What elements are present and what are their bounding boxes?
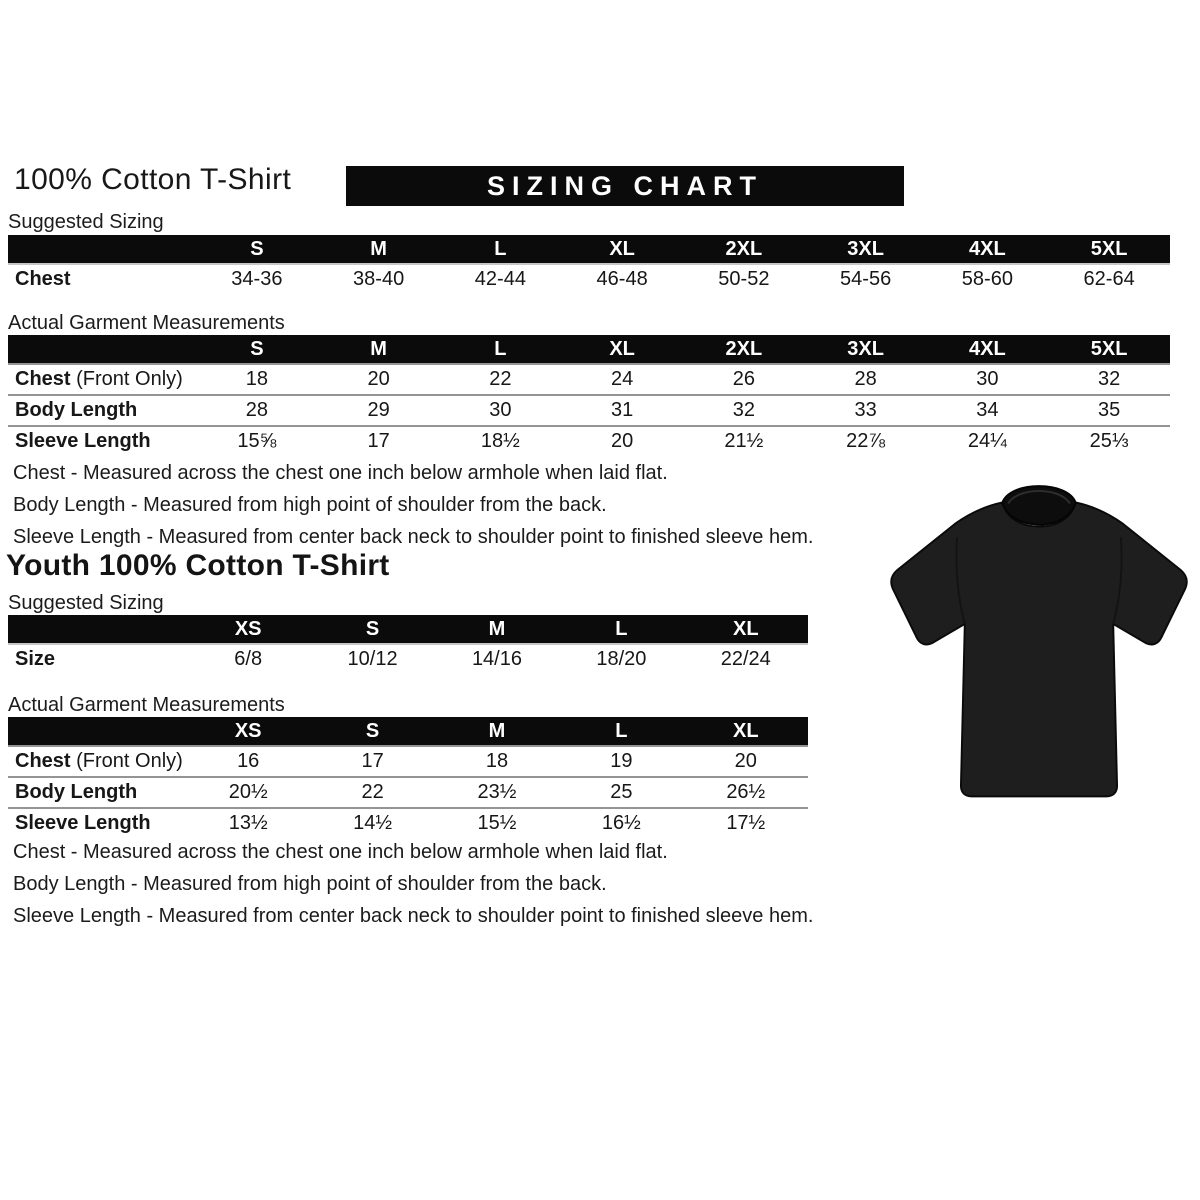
size-column-header: L (559, 717, 683, 746)
row-label: Chest (Front Only) (8, 746, 186, 777)
row-label-header (8, 615, 186, 644)
measurement-cell: 35 (1048, 395, 1170, 426)
measurement-cell: 14/16 (435, 644, 559, 674)
measurement-cell: 30 (927, 364, 1049, 395)
size-column-header: S (310, 615, 434, 644)
measurement-cell: 31 (561, 395, 683, 426)
measurement-cell: 62-64 (1048, 264, 1170, 294)
measurement-cell: 15⅝ (196, 426, 318, 456)
measurement-note: Chest - Measured across the chest one inch below armhole when laid flat. (13, 462, 668, 484)
size-column-header: M (435, 717, 559, 746)
size-column-header: S (310, 717, 434, 746)
adult-actual-measurements-table (8, 335, 1170, 456)
measurement-note: Body Length - Measured from high point of shoulder from the back. (13, 873, 607, 895)
measurement-cell: 29 (318, 395, 440, 426)
tshirt-photo (880, 476, 1198, 820)
size-column-header: 3XL (805, 235, 927, 264)
size-column-header: XL (561, 335, 683, 364)
size-header-row (8, 615, 808, 644)
measurement-cell: 20 (318, 364, 440, 395)
size-column-header: XL (684, 717, 808, 746)
size-column-header: 4XL (927, 235, 1049, 264)
measurement-note: Body Length - Measured from high point of shoulder from the back. (13, 494, 607, 516)
measurement-cell: 18½ (440, 426, 562, 456)
measurement-note: Chest - Measured across the chest one inch below armhole when laid flat. (13, 841, 668, 863)
measurement-cell: 24¼ (927, 426, 1049, 456)
youth-suggested-sizing-label: Suggested Sizing (8, 592, 164, 614)
row-label-header (8, 717, 186, 746)
size-column-header: S (196, 235, 318, 264)
row-label-header (8, 335, 196, 364)
size-column-header: XL (561, 235, 683, 264)
measurement-cell: 21½ (683, 426, 805, 456)
measurement-cell: 17½ (684, 808, 808, 838)
size-column-header: L (559, 615, 683, 644)
measurement-cell: 16 (186, 746, 310, 777)
size-column-header: XS (186, 615, 310, 644)
sizing-chart-banner: SIZING CHART (346, 166, 904, 206)
row-label-header (8, 235, 196, 264)
measurement-cell: 22⅞ (805, 426, 927, 456)
table-row (8, 364, 1170, 395)
size-column-header: 3XL (805, 335, 927, 364)
measurement-cell: 34-36 (196, 264, 318, 294)
table-row (8, 264, 1170, 294)
measurement-cell: 26½ (684, 777, 808, 808)
table-row (8, 808, 808, 838)
measurement-cell: 20½ (186, 777, 310, 808)
size-column-header: XS (186, 717, 310, 746)
measurement-cell: 33 (805, 395, 927, 426)
row-label: Sleeve Length (8, 808, 186, 838)
table-row (8, 644, 808, 674)
row-label: Body Length (8, 777, 186, 808)
youth-suggested-sizing-table (8, 615, 808, 674)
measurement-cell: 15½ (435, 808, 559, 838)
measurement-cell: 25⅓ (1048, 426, 1170, 456)
measurement-cell: 16½ (559, 808, 683, 838)
size-column-header: M (435, 615, 559, 644)
size-header-row (8, 235, 1170, 264)
adult-suggested-sizing-label: Suggested Sizing (8, 211, 164, 233)
size-column-header: L (440, 235, 562, 264)
tshirt-body-shape (891, 502, 1187, 796)
measurement-cell: 54-56 (805, 264, 927, 294)
measurement-cell: 18 (196, 364, 318, 395)
measurement-cell: 6/8 (186, 644, 310, 674)
measurement-cell: 13½ (186, 808, 310, 838)
measurement-cell: 26 (683, 364, 805, 395)
measurement-cell: 22/24 (684, 644, 808, 674)
size-column-header: XL (684, 615, 808, 644)
adult-measurement-notes (13, 462, 813, 558)
youth-actual-measurements-label: Actual Garment Measurements (8, 694, 285, 716)
measurement-note: Sleeve Length - Measured from center back neck to shoulder point to finished sleeve hem. (13, 526, 814, 548)
row-label: Body Length (8, 395, 196, 426)
measurement-note: Sleeve Length - Measured from center back neck to shoulder point to finished sleeve hem. (13, 905, 814, 927)
measurement-cell: 30 (440, 395, 562, 426)
size-column-header: L (440, 335, 562, 364)
measurement-cell: 20 (684, 746, 808, 777)
table-row (8, 426, 1170, 456)
measurement-cell: 50-52 (683, 264, 805, 294)
measurement-cell: 32 (683, 395, 805, 426)
measurement-cell: 22 (310, 777, 434, 808)
measurement-cell: 22 (440, 364, 562, 395)
measurement-cell: 18 (435, 746, 559, 777)
row-label: Chest (8, 264, 196, 294)
size-column-header: 2XL (683, 335, 805, 364)
measurement-cell: 19 (559, 746, 683, 777)
youth-measurement-notes (13, 841, 813, 937)
size-column-header: M (318, 235, 440, 264)
size-header-row (8, 717, 808, 746)
measurement-cell: 20 (561, 426, 683, 456)
size-column-header: 4XL (927, 335, 1049, 364)
measurement-cell: 38-40 (318, 264, 440, 294)
measurement-cell: 24 (561, 364, 683, 395)
table-row (8, 395, 1170, 426)
page-title: 100% Cotton T-Shirt (14, 163, 292, 196)
table-row (8, 746, 808, 777)
measurement-cell: 28 (196, 395, 318, 426)
measurement-cell: 18/20 (559, 644, 683, 674)
measurement-cell: 17 (318, 426, 440, 456)
measurement-cell: 10/12 (310, 644, 434, 674)
adult-suggested-sizing-table (8, 235, 1170, 294)
measurement-cell: 17 (310, 746, 434, 777)
measurement-cell: 14½ (310, 808, 434, 838)
size-header-row (8, 335, 1170, 364)
measurement-cell: 42-44 (440, 264, 562, 294)
size-column-header: 2XL (683, 235, 805, 264)
measurement-cell: 46-48 (561, 264, 683, 294)
size-column-header: 5XL (1048, 335, 1170, 364)
row-label: Sleeve Length (8, 426, 196, 456)
measurement-cell: 23½ (435, 777, 559, 808)
measurement-cell: 32 (1048, 364, 1170, 395)
row-label: Size (8, 644, 186, 674)
measurement-cell: 25 (559, 777, 683, 808)
size-column-header: M (318, 335, 440, 364)
measurement-cell: 58-60 (927, 264, 1049, 294)
row-label: Chest (Front Only) (8, 364, 196, 395)
table-row (8, 777, 808, 808)
youth-actual-measurements-table (8, 717, 808, 838)
tshirt-graphic (880, 476, 1198, 820)
adult-actual-measurements-label: Actual Garment Measurements (8, 312, 285, 334)
measurement-cell: 34 (927, 395, 1049, 426)
size-column-header: S (196, 335, 318, 364)
youth-section-title: Youth 100% Cotton T-Shirt (6, 549, 390, 582)
size-column-header: 5XL (1048, 235, 1170, 264)
measurement-cell: 28 (805, 364, 927, 395)
